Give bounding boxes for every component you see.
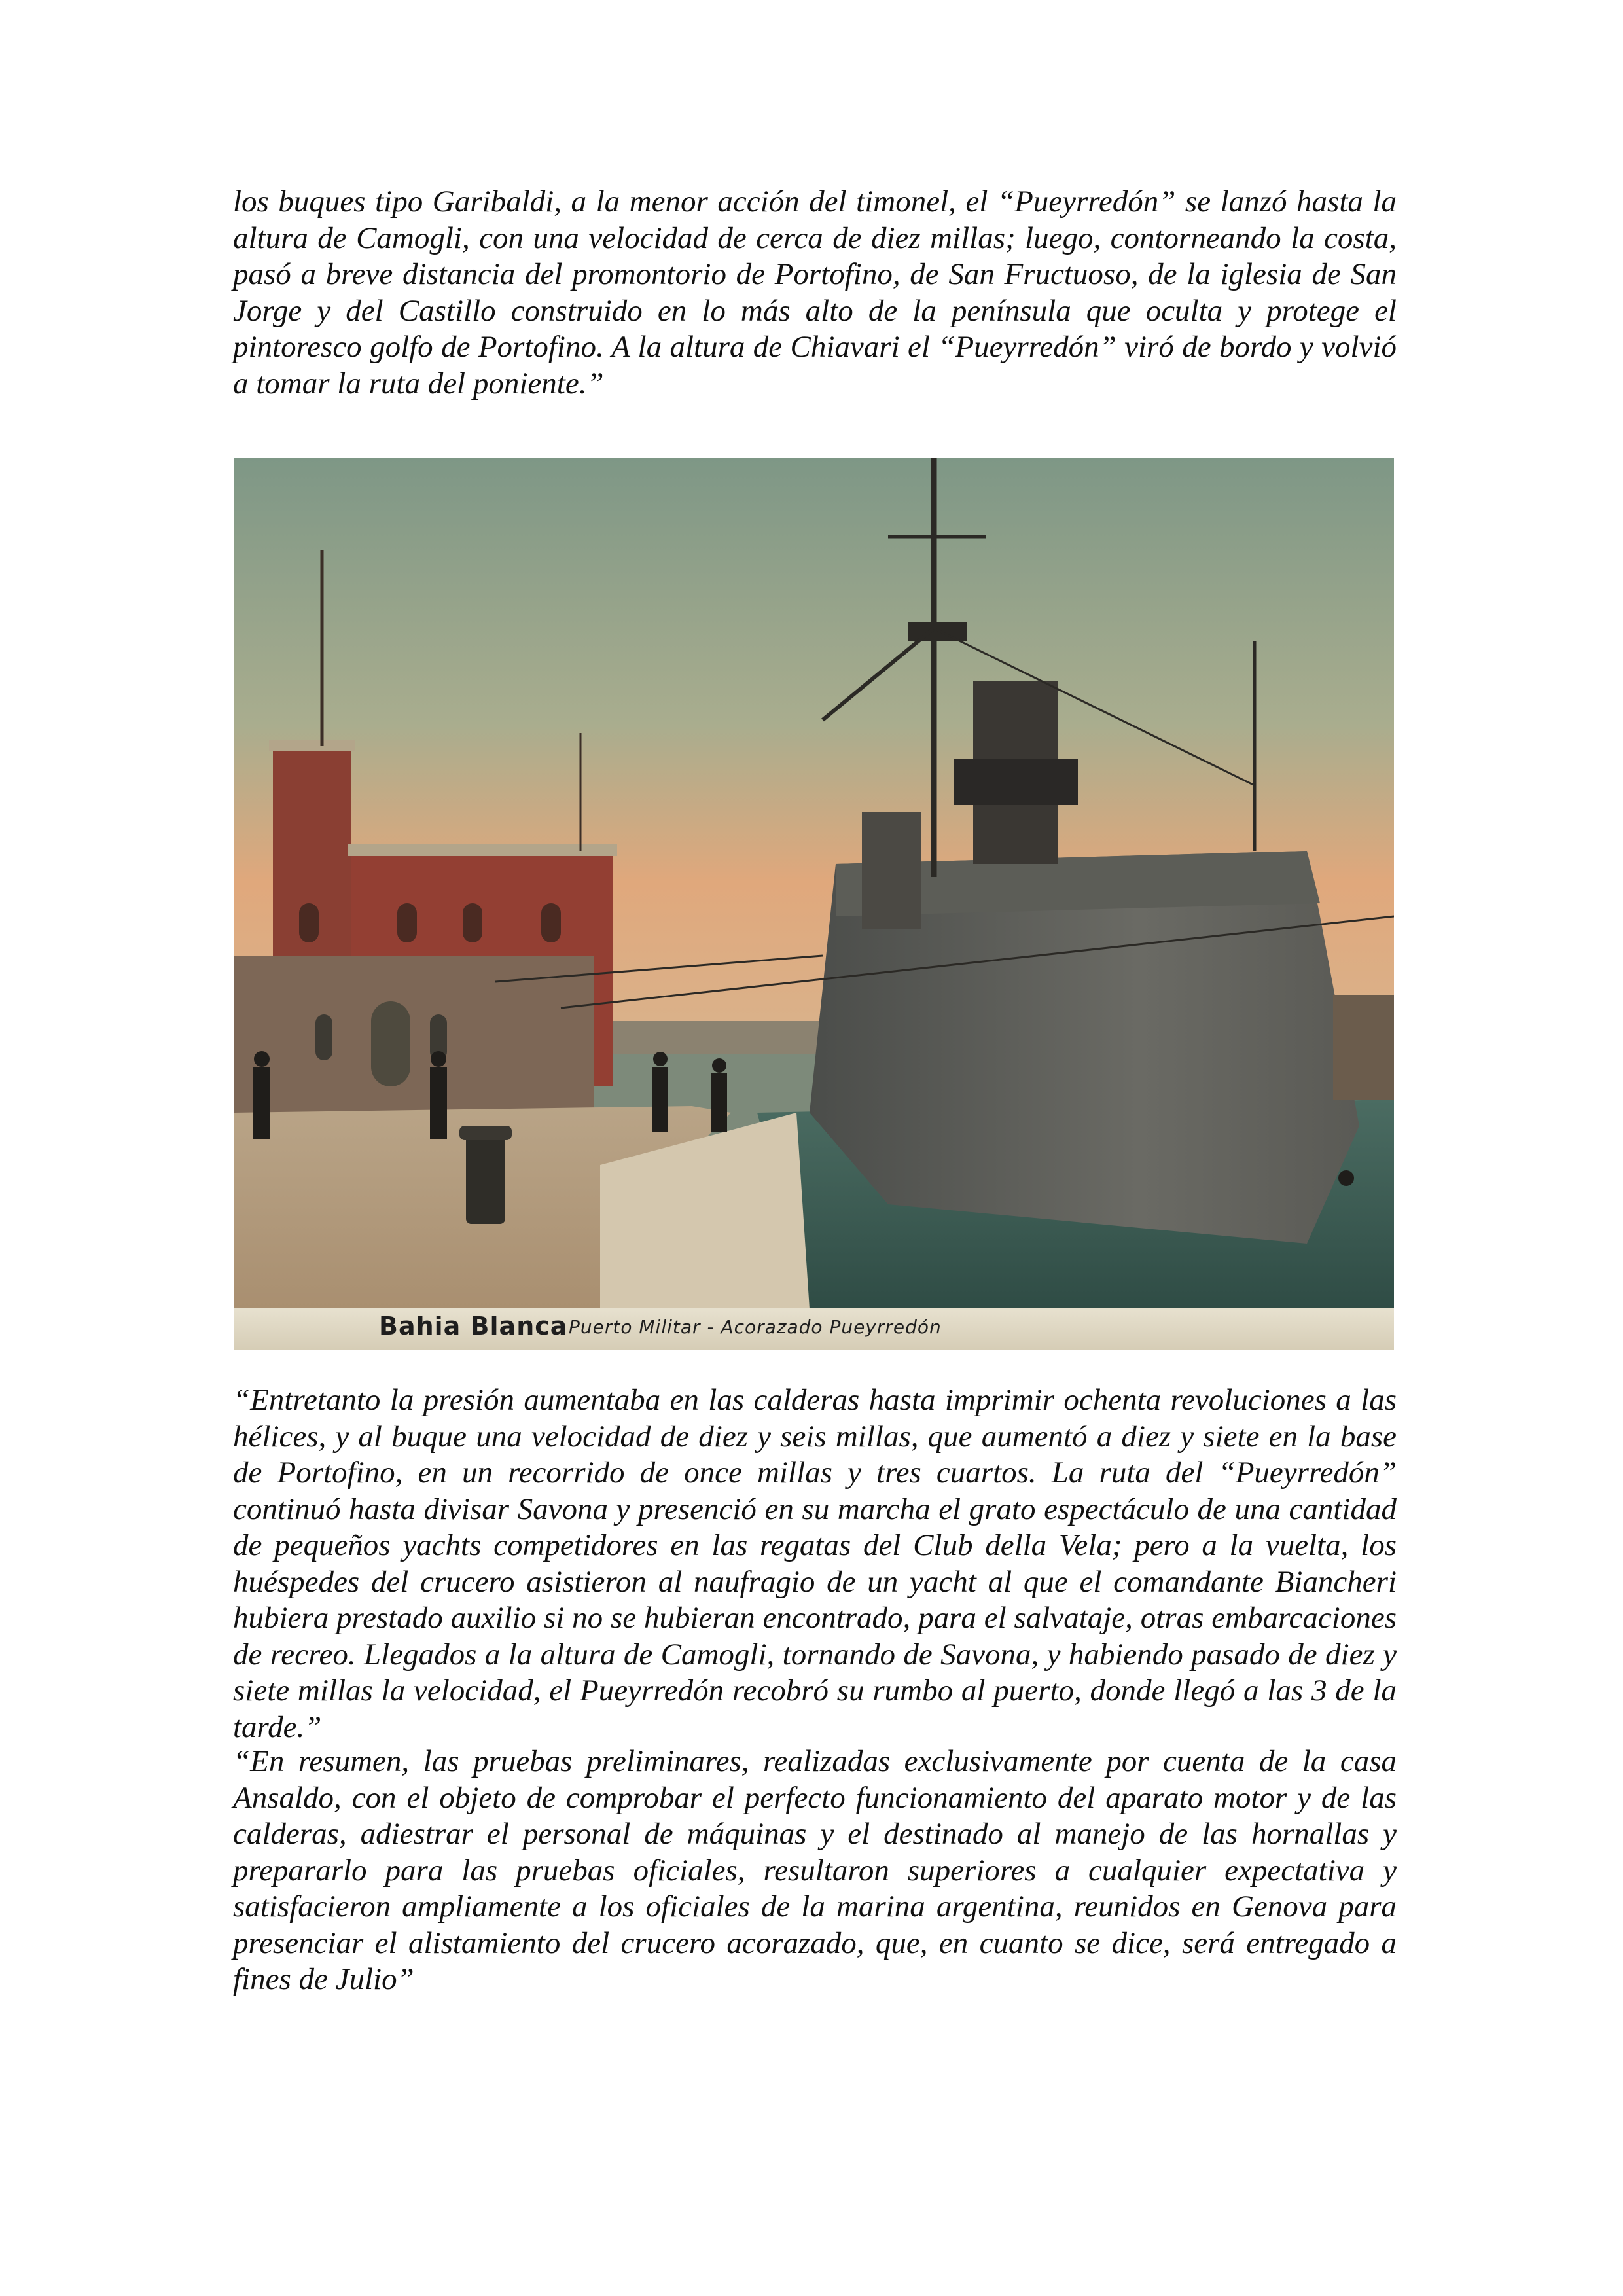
postcard-caption-description: Puerto Militar - Acorazado Pueyrredón	[569, 1316, 942, 1338]
postcard-photo	[234, 458, 1394, 1350]
bollard	[459, 1126, 512, 1224]
postcard-caption-place: Bahia Blanca	[379, 1312, 568, 1340]
paragraph-top: los buques tipo Garibaldi, a la menor acción del timonel, el “Pueyrredón” se lanzó hasta la altura de Camogli, con una velocidad de cerca de diez millas; luego, contorneando la costa, pasó a breve distancia del promontorio de Portofino, de San Fructuoso, de la iglesia de San Jorge y del Castillo construido en lo más alto de la península que oculta y protege el pintoresco golfo de Portofino. A la altura de Chiavari el “Pueyrredón” viró de bordo y volvió a tomar la ruta del poniente.”	[233, 185, 1397, 401]
paragraph-middle: “Entretanto la presión aumentaba en las calderas hasta imprimir ochenta revoluciones a las hélices, y al buque una velocidad de diez y seis millas, que aumentó a diez y siete en la base de Portofino, en un recorrido de once millas y tres cuartos. La ruta del “Pueyrredón” continuó hasta divisar Savona y presenció en su marcha el grato espectáculo de una cantidad de pequeños yachts competidores en las regatas del Club della Vela; pero a la vuelta, los huéspedes del crucero asistieron al naufragio de un yacht al que el comandante Biancheri hubiera prestado auxilio si no se hubieran encontrado, para el salvataje, otras embarcaciones de recreo. Llegados a la altura de Camogli, tornando de Savona, y habiendo pasado de diez y siete millas la velocidad, el Pueyrredón recobró su rumbo al puerto, donde llegó a las 3 de la tarde.”	[233, 1383, 1397, 1744]
right-pier	[1333, 995, 1394, 1100]
harbor-illustration	[234, 458, 1394, 1350]
paragraph-bottom: “En resumen, las pruebas preliminares, realizadas exclusivamente por cuenta de la casa Ansaldo, con el objeto de comprobar el perfecto funcionamiento del aparato motor y de las calderas, adiestrar el personal de máquinas y el destinado al manejo de las hornallas y prepararlo para las pruebas oficiales, resultaron superiores a cualquier expectativa y satisfacieron ampliamente a los oficiales de la marina argentina, reunidos en Genova para presenciar el alistamiento del crucero acorazado, que, en cuanto se dice, será entregado a fines de Julio”	[233, 1744, 1397, 1996]
